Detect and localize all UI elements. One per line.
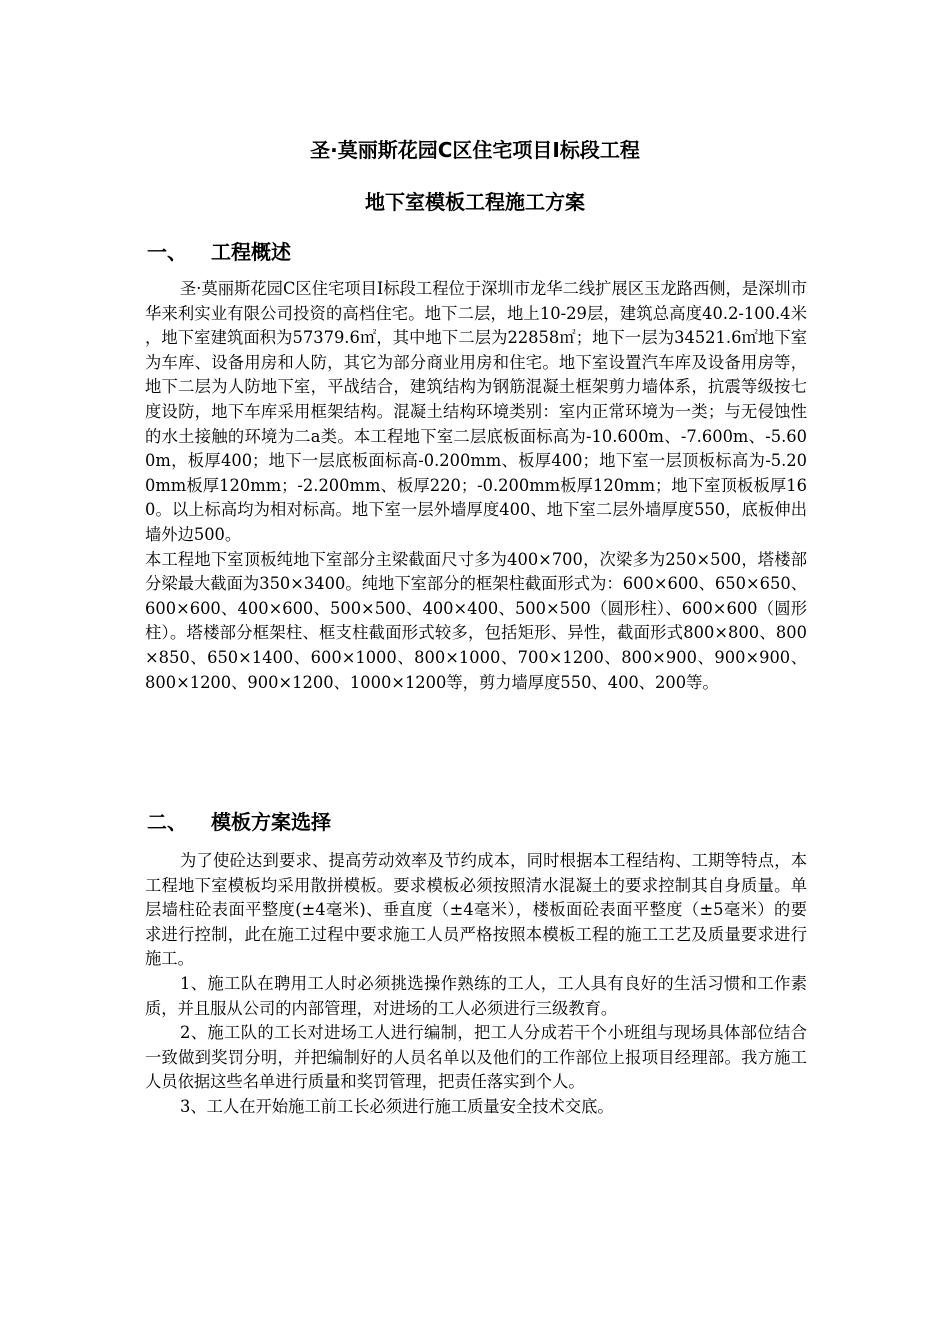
section-body-overview (145, 277, 807, 695)
document-title: 圣·莫丽斯花园C区住宅项目Ⅰ标段工程 (310, 138, 640, 162)
paragraph: 圣·莫丽斯花园C区住宅项目Ⅰ标段工程位于深圳市龙华二线扩展区玉龙路西侧，是深圳市华来利实业有限公司投资的高档住宅。地下二层，地上10-29层，建筑总高度40.2-100.4米 ，地下室建筑面积为57379.6㎡，其中地下二层为22858㎡；地下一层为34521.6㎡地下室为车库、设备用房和人防，其它为部分商业用房和住宅。地下室设置汽车库及设备用房等，地下二层为人防地下室，平战结合，建筑结构为钢筋混凝土框架剪力墙体系，抗震等级按七度设防，地下车库采用框架结构。混凝土结构环境类别：室内正常环境为一类；与无侵蚀性的水土接触的环境为二a类。本工程地下室二层底板面标高为-10.600m、-7.600m、-5.600m，板厚400；地下一层底板面标高-0.200mm、板厚400；地下室一层顶板标高为-5.200mm板厚120mm；-2.200mm、板厚220；-0.200mm板厚120mm；地下室顶板板厚160。以上标高均为相对标高。地下室一层外墙厚度400、地下室二层外墙厚度550，底板伸出墙外边500。 (145, 279, 807, 544)
paragraph: 本工程地下室顶板纯地下室部分主梁截面尺寸多为400×700，次梁多为250×500，塔楼部分梁最大截面为350×3400。纯地下室部分的框架柱截面形式为：600×600、650×650、600×600、400×600、500×500、400×400、500×500（圆形柱）、600×600（圆形柱）。塔楼部分框架柱、框支柱截面形式较多，包括矩形、异性，截面形式800×800、800×850、650×1400、600×1000、800×1000、700×1200、800×900、900×900、800×1200、900×1200、1000×1200等，剪力墙厚度550、400、200等。 (145, 549, 807, 692)
paragraph: 为了使砼达到要求、提高劳动效率及节约成本，同时根据本工程结构、工期等特点，本工程地下室模板均采用散拼模板。要求模板必须按照清水混凝土的要求控制其自身质量。单层墙柱砼表面平整度(±4毫米)、垂直度（±4毫米），楼板面砼表面平整度（±5毫米）的要求进行控制，此在施工过程中要求施工人员严格按照本模板工程的施工工艺及质量要求进行施工。 (145, 851, 807, 969)
list-item: 1、施工队在聘用工人时必须挑选操作熟练的工人，工人具有良好的生活习惯和工作素质，并且服从公司的内部管理，对进场的工人必须进行三级教育。 (145, 973, 807, 1018)
section-title: 工程概述 (211, 240, 291, 264)
document-subtitle: 地下室模板工程施工方案 (365, 190, 585, 214)
section-body-formwork-plan (145, 849, 807, 1120)
section-title: 模板方案选择 (211, 810, 331, 834)
list-item: 2、施工队的工长对进场工人进行编制，把工人分成若干个小班组与现场具体部位结合一致做到奖罚分明，并把编制好的人员名单以及他们的工作部位上报项目经理部。我方施工人员依据这些名单进行质量和奖罚管理，把责任落实到个人。 (145, 1023, 807, 1092)
section-heading-overview (147, 238, 291, 266)
section-heading-formwork-plan (147, 808, 331, 836)
section-number: 二、 (147, 810, 187, 834)
list-item: 3、工人在开始施工前工长必须进行施工质量安全技术交底。 (180, 1096, 614, 1116)
section-number: 一、 (147, 240, 187, 264)
